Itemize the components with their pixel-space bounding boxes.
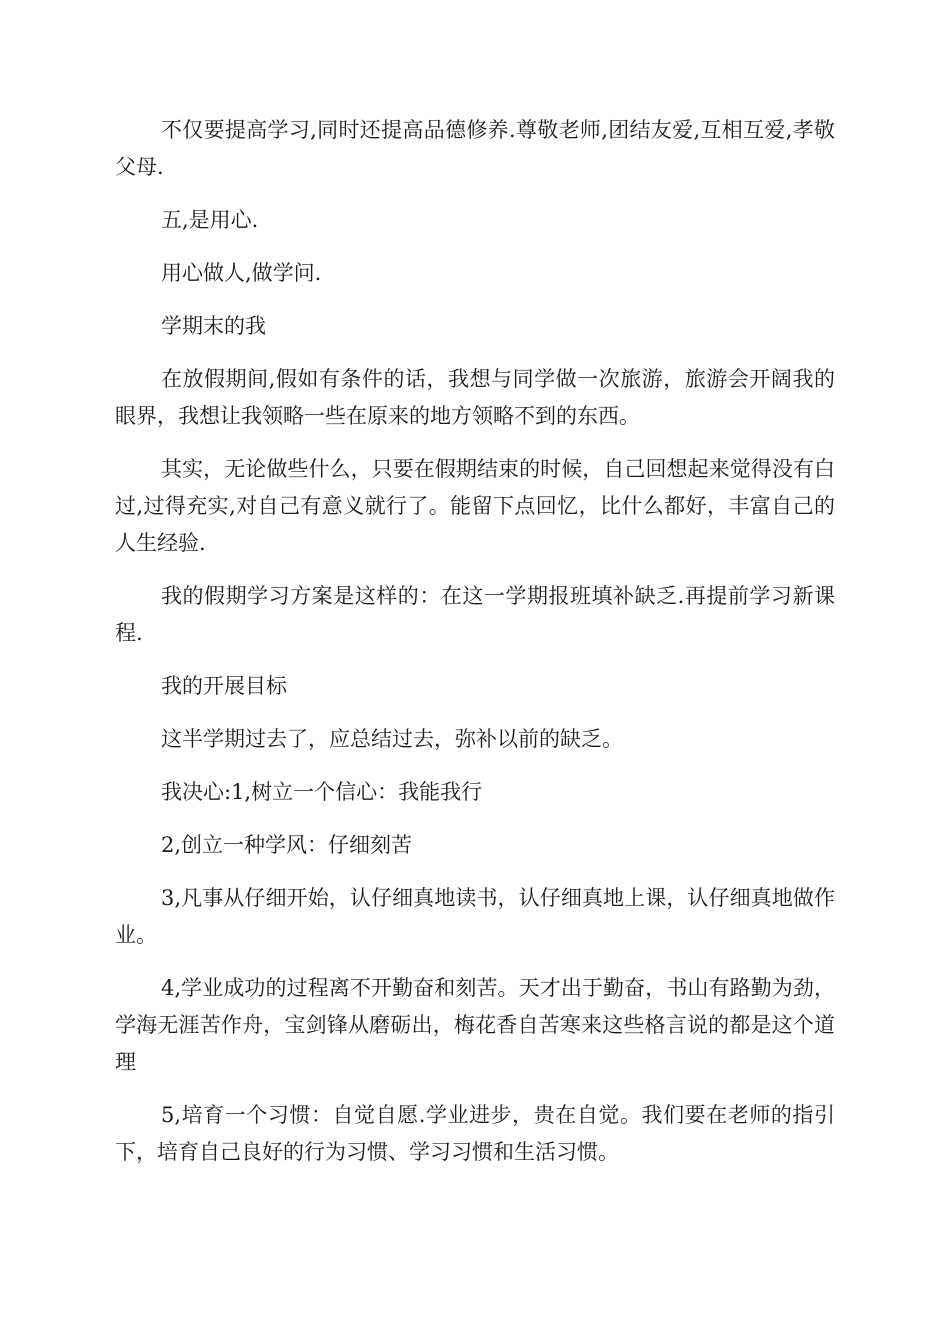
paragraph-point-five: 五,是用心. — [161, 208, 259, 232]
paragraph-study-plan: 我的假期学习方案是这样的：在这一学期报班填补缺乏.再提前学习新课程. — [115, 584, 835, 645]
list-item-resolution-3: 3,凡事从仔细开始，认仔细真地读书，认仔细真地上课，认仔细真地做作业。 — [115, 886, 835, 947]
document-body — [115, 112, 835, 1187]
list-item-resolution-1: 我决心:1,树立一个信心：我能我行 — [161, 780, 483, 804]
paragraph-character-cultivation: 不仅要提高学习,同时还提高品德修养.尊敬老师,团结友爱,互相互爱,孝敬父母. — [115, 118, 835, 179]
section-heading-development-goals: 我的开展目标 — [161, 674, 287, 698]
list-item-resolution-4: 4,学业成功的过程离不开勤奋和刻苦。天才出于勤奋，书山有路勤为劲，学海无涯苦作舟，宝剑锋从磨砺出，梅花香自苦寒来这些格言说的都是这个道理 — [115, 976, 835, 1074]
list-item-resolution-5: 5,培育一个习惯：自觉自愿.学业进步，贵在自觉。我们要在老师的指引下，培育自己良好的行为习惯、学习习惯和生活习惯。 — [115, 1103, 835, 1164]
section-heading-end-of-term: 学期末的我 — [161, 314, 266, 338]
paragraph-holiday-travel: 在放假期间,假如有条件的话，我想与同学做一次旅游，旅游会开阔我的眼界，我想让我领略一些在原来的地方领略不到的东西。 — [115, 367, 835, 428]
paragraph-half-term-summary: 这半学期过去了，应总结过去，弥补以前的缺乏。 — [161, 727, 623, 751]
list-item-resolution-2: 2,创立一种学风：仔细刻苦 — [161, 833, 413, 857]
paragraph-meaningful-holiday: 其实，无论做些什么，只要在假期结束的时候，自己回想起来觉得没有白过,过得充实,对自己有意义就行了。能留下点回忆，比什么都好，丰富自己的人生经验. — [115, 457, 835, 555]
paragraph-be-attentive: 用心做人,做学问. — [161, 261, 322, 285]
